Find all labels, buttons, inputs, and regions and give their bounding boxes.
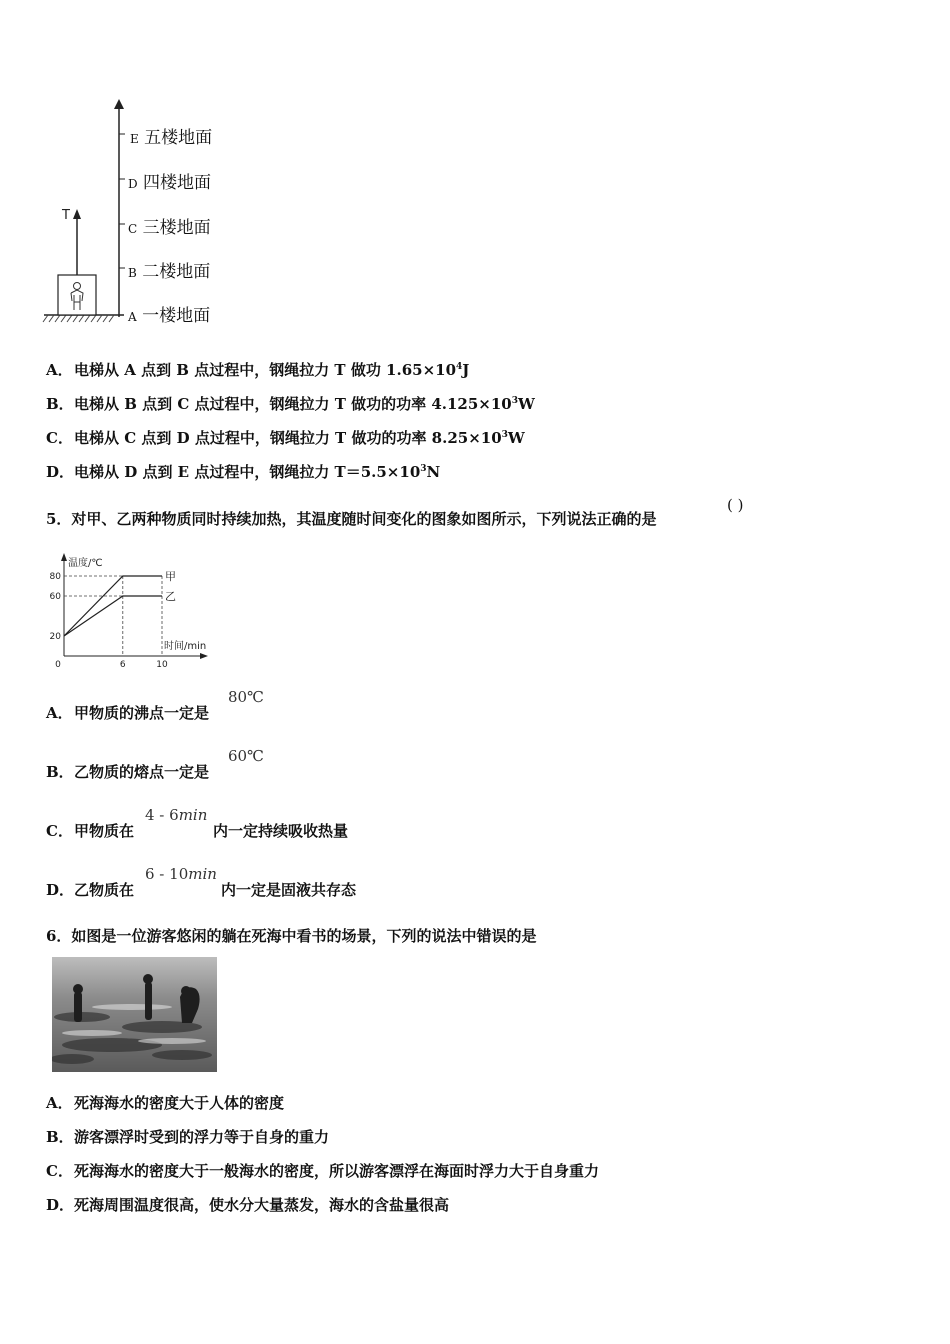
- floor-name: 二楼地面: [142, 262, 211, 282]
- q5-option-a[interactable]: [46, 703, 209, 723]
- option-letter: B．: [46, 763, 74, 781]
- dead-sea-photo: [52, 957, 217, 1072]
- option-letter: A．: [46, 1094, 73, 1112]
- value-number: 4 - 6: [145, 806, 179, 824]
- q6-option-c[interactable]: [46, 1161, 599, 1181]
- option-letter: A．: [46, 361, 73, 379]
- floor-name: 五楼地面: [144, 128, 213, 148]
- option-text: 死海海水的密度大于一般海水的密度，所以游客漂浮在海面时浮力大于自身重力: [74, 1162, 600, 1180]
- q6-option-d[interactable]: [46, 1195, 449, 1215]
- x-axis-arrow: [200, 653, 208, 659]
- y-axis-label: 温度/℃: [68, 558, 103, 569]
- option-value: [145, 806, 207, 824]
- option-exponent: 3: [420, 464, 427, 474]
- series-line-乙: [64, 596, 162, 636]
- option-unit: N: [426, 463, 441, 481]
- q5-option-d-tail: 内一定是固液共存态: [221, 881, 357, 899]
- q5-option-d[interactable]: [46, 880, 134, 900]
- y-axis-arrow: [61, 553, 67, 561]
- option-letter: D．: [46, 881, 75, 899]
- series-line-甲: [64, 576, 162, 636]
- series-label: 乙: [165, 590, 176, 603]
- value-number: 6 - 10: [145, 865, 189, 883]
- answer-paren: ( ): [727, 496, 744, 514]
- option-letter: C．: [46, 1162, 73, 1180]
- q5-option-c[interactable]: [46, 821, 134, 841]
- floor-label-c: [128, 213, 211, 238]
- option-text: 死海海水的密度大于人体的密度: [74, 1094, 285, 1112]
- series-label: 甲: [165, 570, 176, 583]
- option-text: 电梯从 B 点到 C 点过程中，钢绳拉力 T 做功的功率 4.125×10: [74, 395, 512, 413]
- option-exponent: 3: [511, 396, 519, 406]
- option-letter: B．: [46, 1128, 74, 1146]
- y-tick-label: 80: [49, 572, 61, 582]
- option-text: 甲物质在: [74, 822, 135, 840]
- option-unit: W: [518, 395, 535, 413]
- option-value: [145, 865, 217, 883]
- q6-option-a[interactable]: [46, 1093, 284, 1113]
- y-tick-label: 60: [49, 592, 61, 602]
- q5-option-c-tail: 内一定持续吸收热量: [213, 822, 349, 840]
- floor-letter: A: [128, 310, 137, 324]
- option-letter: D．: [46, 463, 75, 481]
- floor-label-a: [128, 301, 210, 326]
- option-letter: C．: [46, 822, 73, 840]
- x-tick-label: 0: [55, 660, 61, 667]
- x-axis-label: 时间/min: [164, 641, 207, 652]
- option-exponent: 3: [501, 430, 508, 440]
- option-letter: D．: [46, 1196, 75, 1214]
- option-letter: A．: [46, 704, 73, 722]
- option-text: 甲物质的沸点一定是: [74, 704, 210, 722]
- option-exponent: 4: [456, 362, 463, 372]
- value-unit: min: [178, 806, 208, 824]
- q6-option-b[interactable]: [46, 1127, 329, 1147]
- floor-name: 四楼地面: [143, 173, 212, 193]
- option-text: 乙物质的熔点一定是: [74, 763, 210, 781]
- floor-letter: B: [128, 266, 137, 280]
- q4-option-c[interactable]: [46, 428, 525, 448]
- option-unit: W: [507, 429, 525, 447]
- option-value: 60℃: [228, 747, 264, 765]
- force-label: T: [62, 208, 70, 223]
- option-value: 80℃: [228, 688, 264, 706]
- option-text: 游客漂浮时受到的浮力等于自身的重力: [74, 1128, 330, 1146]
- q6-stem: 6．如图是一位游客悠闲的躺在死海中看书的场景，下列的说法中错误的是: [46, 927, 537, 945]
- q4-option-a[interactable]: [46, 360, 469, 380]
- floor-letter: D: [128, 177, 138, 191]
- option-text: 电梯从 A 点到 B 点过程中，钢绳拉力 T 做功 1.65×10: [74, 361, 457, 379]
- q4-option-b[interactable]: [46, 394, 535, 414]
- q5-option-b[interactable]: [46, 762, 209, 782]
- y-tick-label: 20: [49, 632, 61, 642]
- q4-option-d[interactable]: [46, 462, 440, 482]
- floor-letter: C: [128, 222, 138, 236]
- floor-label-d: [128, 168, 211, 193]
- option-text: 电梯从 D 点到 E 点过程中，钢绳拉力 T＝5.5×10: [74, 463, 421, 481]
- option-letter: C．: [46, 429, 73, 447]
- option-unit: J: [462, 361, 470, 379]
- option-text: 乙物质在: [74, 881, 135, 899]
- value-unit: min: [188, 865, 217, 883]
- floor-label-e: [130, 123, 212, 148]
- x-tick-label: 6: [119, 660, 126, 667]
- floor-name: 一楼地面: [142, 306, 211, 326]
- floor-label-b: [128, 257, 210, 282]
- temperature-time-chart: [30, 552, 220, 667]
- floor-letter: E: [130, 132, 139, 146]
- option-text: 电梯从 C 点到 D 点过程中，钢绳拉力 T 做功的功率 8.25×10: [74, 429, 502, 447]
- q5-stem: 5．对甲、乙两种物质同时持续加热，其温度随时间变化的图象如图所示，下列说法正确的是: [46, 510, 657, 528]
- x-tick-label: 10: [156, 660, 168, 667]
- option-letter: B．: [46, 395, 74, 413]
- option-text: 死海周围温度很高，使水分大量蒸发，海水的含盐量很高: [74, 1196, 450, 1214]
- floor-name: 三楼地面: [142, 218, 211, 238]
